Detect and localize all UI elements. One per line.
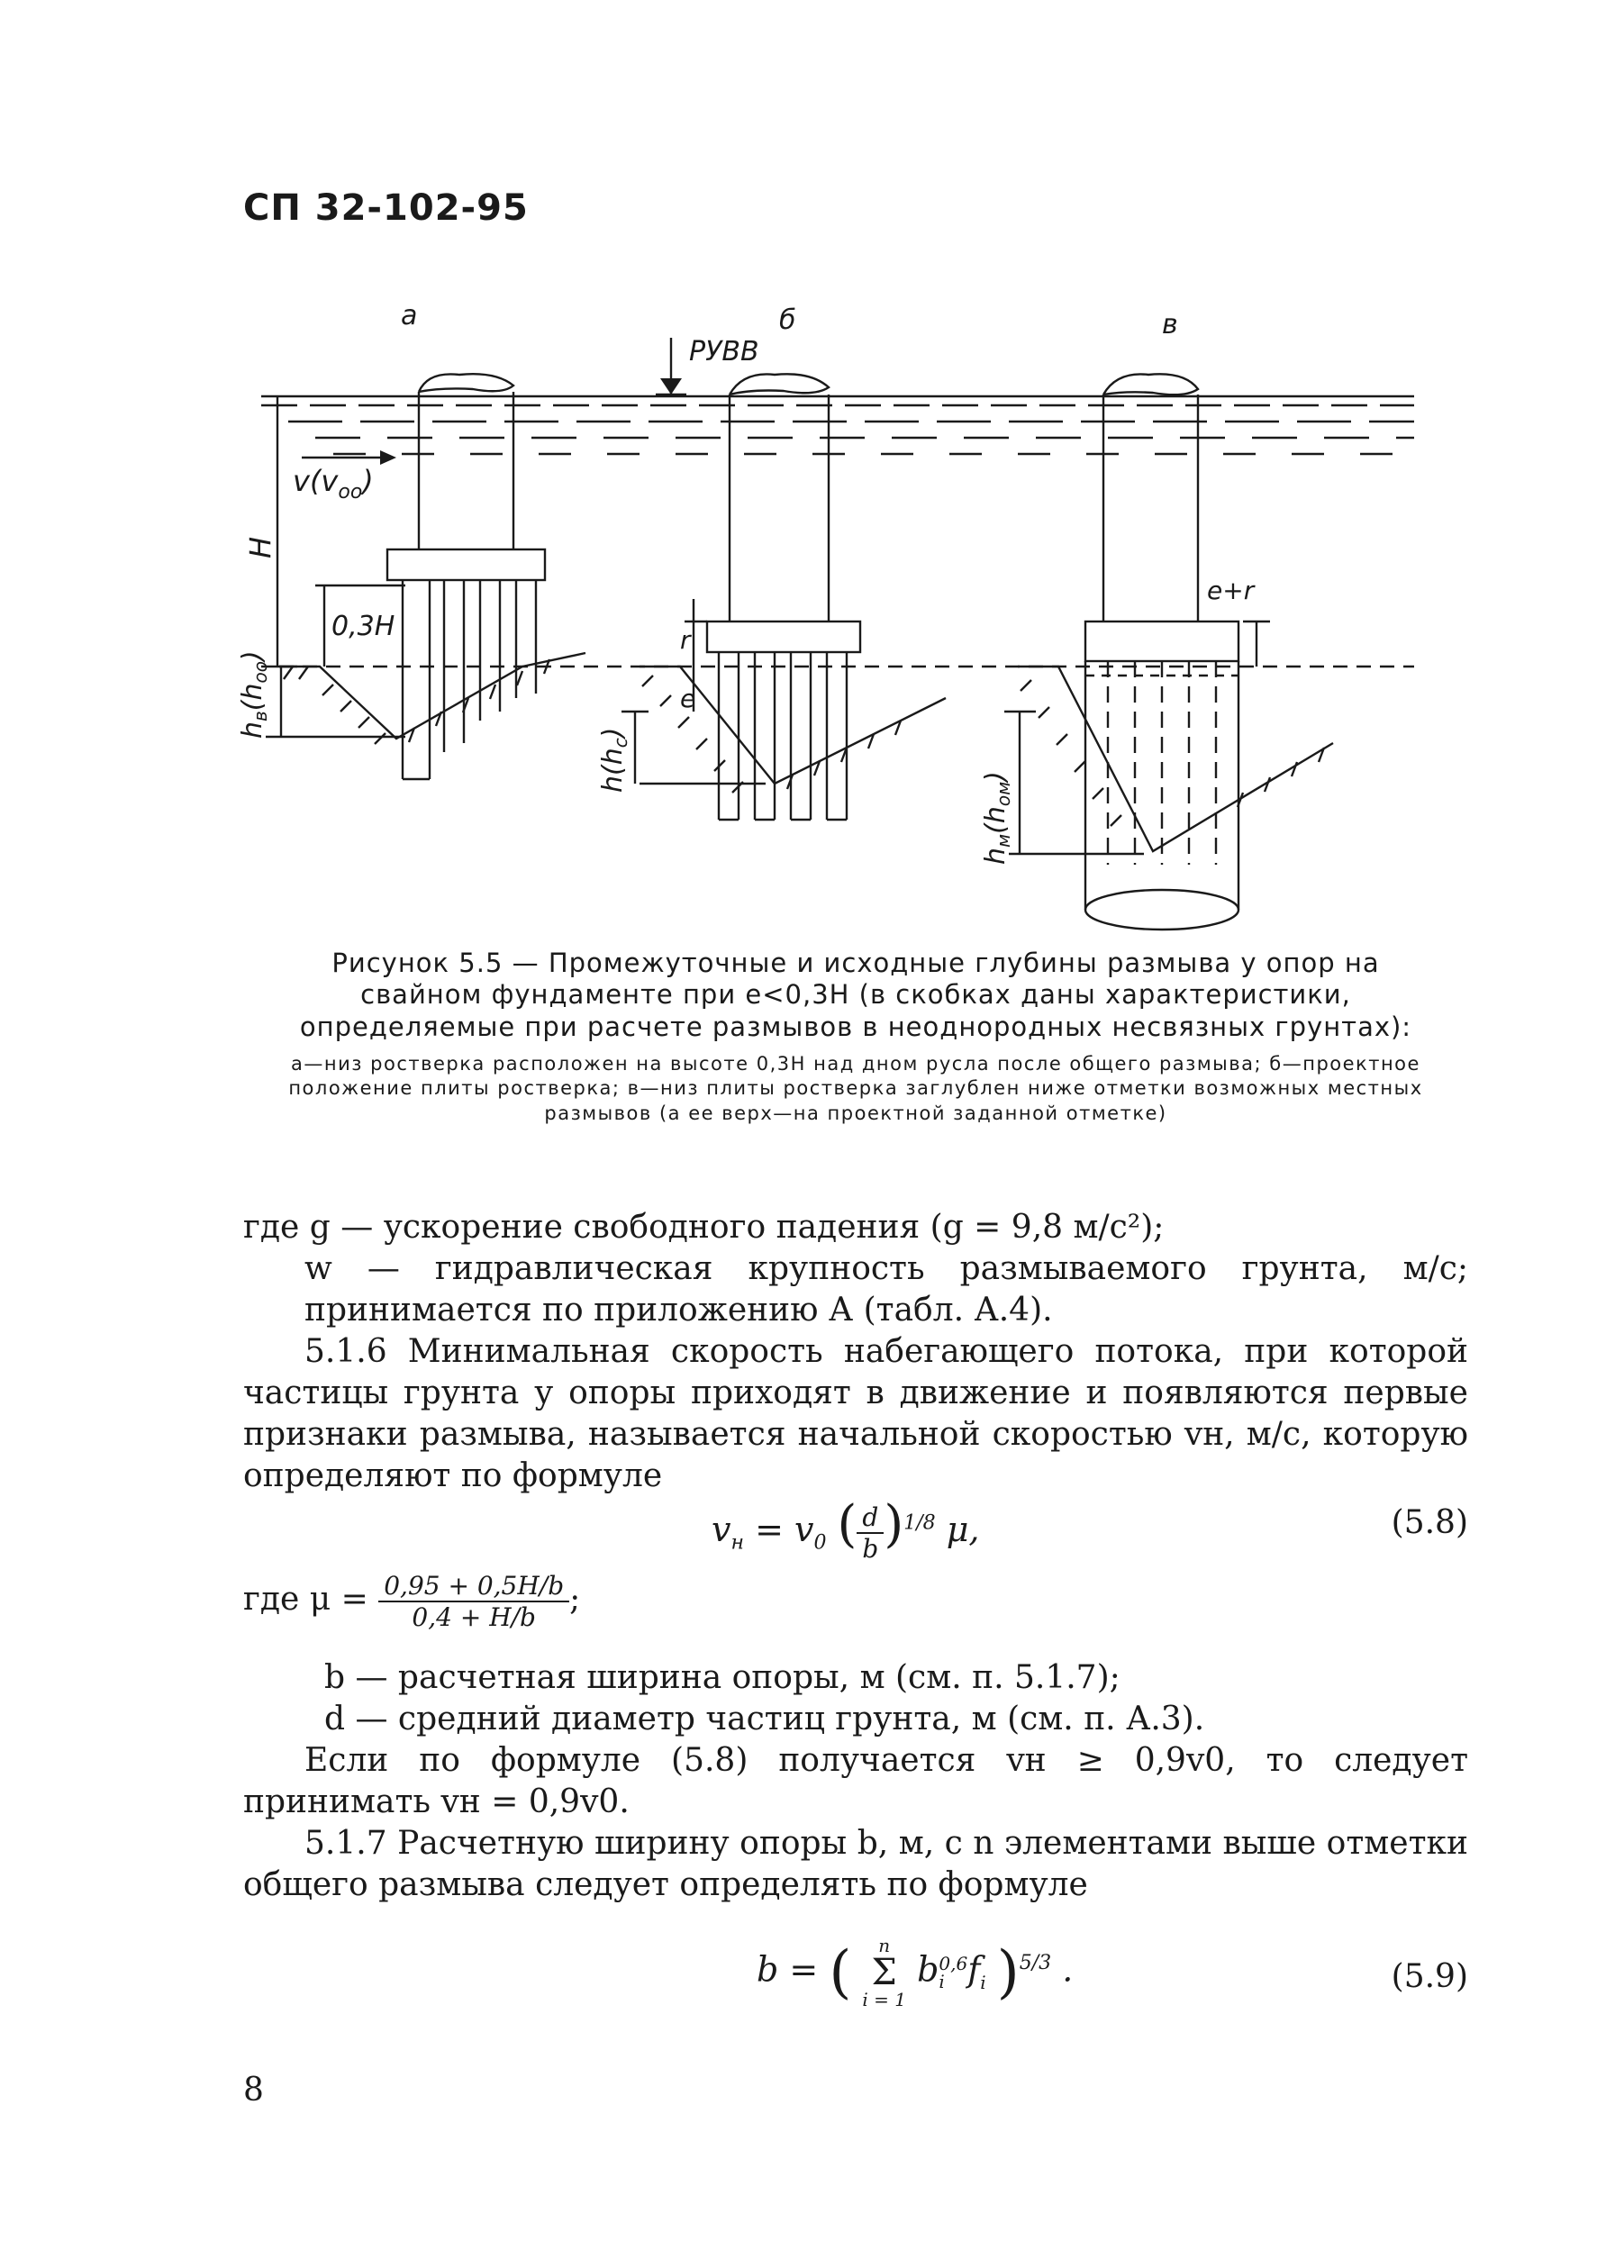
panel-a <box>237 374 585 779</box>
water-level-marker <box>656 336 759 395</box>
where-g: где g — ускорение свободного падения (g = 9,8 м/с²); <box>243 1209 1165 1246</box>
figure-5-5 <box>225 288 1450 937</box>
velocity-arrow <box>293 450 396 503</box>
formula-5-8: $v_н = v_0$ ( $\frac{d}{b}$ )$^{1/8}$ μ, <box>712 1495 980 1564</box>
body-text-block-2 <box>243 1657 1468 1906</box>
dim-e-label: e <box>680 684 696 713</box>
equation-number-5-9: (5.9) <box>1391 1958 1468 1995</box>
scour-diagram <box>225 288 1450 937</box>
dim-03H-label: 0,3H <box>331 611 395 642</box>
document-code: СП 32-102-95 <box>243 187 529 229</box>
figure-caption: Рисунок 5.5 — Промежуточные и исходные глубины размыва у опор на свайном фундаменте при e<0,3H (в скобках даны характеристики, определяемые при расчете размывов в неоднородных несвязных грунтах): <box>299 948 1412 1042</box>
depth-H-dimension <box>243 396 297 667</box>
body-text-block-1 <box>243 1207 1468 1497</box>
water-surface <box>261 396 1414 454</box>
panel-label-b: б <box>779 304 796 336</box>
where-b: b — расчетная ширина опоры, м (см. п. 5.1.7); <box>324 1659 1120 1696</box>
if-clause: Если по формуле (5.8) получается vн ≥ 0,9v0, то следует принимать vн = 0,9v0. <box>243 1742 1468 1820</box>
dim-r-label: r <box>680 625 691 655</box>
paragraph-5-1-6: 5.1.6 Минимальная скорость набегающего потока, при которой частицы грунта у опоры приходят в движение и появляются первые признаки размыва, называется начальной скоростью vн, м/с, которую определяют по формуле <box>243 1333 1468 1494</box>
figure-caption-notes: а—низ ростверка расположен на высоте 0,3H над дном русла после общего размыва; б—проектное положение плиты ростверка; в—низ плиты ростверка заглублен ниже отметки возможных местных размывов (а ее верх—на проектной заданной отметке) <box>288 1053 1423 1124</box>
panel-c <box>980 374 1333 930</box>
panel-label-a: а <box>401 300 418 331</box>
mu-definition: где μ = $\frac{0,95 + 0,5H/b}{0,4 + H/b}$ ; <box>243 1571 581 1632</box>
where-w: w — гидравлическая крупность размываемого грунта, м/с; принимается по приложению А (табл. А.4). <box>304 1250 1468 1329</box>
depth-label: H <box>243 536 277 558</box>
panel-label-c: в <box>1162 309 1178 340</box>
scour-c-label: $h_м(h_{ом})$ <box>980 771 1014 865</box>
page-number: 8 <box>243 2072 264 2109</box>
dim-er-label: e+r <box>1207 576 1255 605</box>
velocity-label: $v(v_{оо})$ <box>293 464 374 503</box>
water-level-label: РУВВ <box>689 336 759 367</box>
formula-5-9: b = ( n Σ i = 1 b 0,6 i $f_i$ )$^{5/3}$ . <box>757 1935 1074 2010</box>
where-d: d — средний диаметр частиц грунта, м (см. п. А.3). <box>324 1701 1205 1737</box>
paragraph-5-1-7: 5.1.7 Расчетную ширину опоры b, м, с n элементами выше отметки общего размыва следует определять по формуле <box>243 1825 1468 1903</box>
panel-b <box>597 374 946 820</box>
equation-number-5-8: (5.8) <box>1391 1504 1468 1541</box>
scour-a-label: $h_в(h_{оо})$ <box>237 650 271 739</box>
scour-b-label: $h(h_c)$ <box>597 727 631 793</box>
